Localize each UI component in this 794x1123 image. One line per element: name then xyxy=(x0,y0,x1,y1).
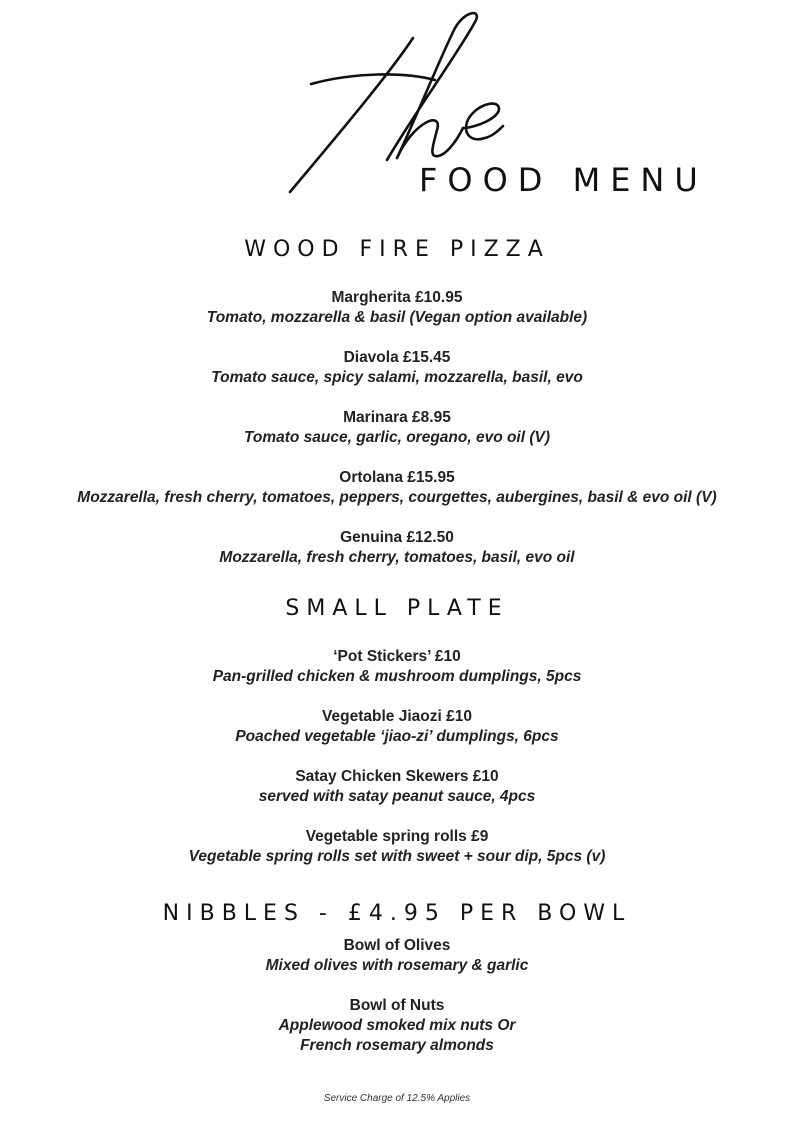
item-description: Tomato sauce, garlic, oregano, evo oil (V) xyxy=(243,429,551,446)
menu-item-bowl-of-olives xyxy=(0,936,794,976)
item-name: Bowl of Olives xyxy=(343,937,451,954)
item-name: Vegetable Jiaozi £10 xyxy=(322,708,472,725)
section-title-wood-fire-pizza: WOOD FIRE PIZZA xyxy=(244,237,550,262)
menu-item-bowl-of-nuts xyxy=(0,996,794,1056)
item-description: served with satay peanut sauce, 4pcs xyxy=(258,788,536,805)
item-description: Mixed olives with rosemary & garlic xyxy=(265,957,529,974)
section-title-nibbles: NIBBLES - £4.95 PER BOWL xyxy=(162,901,632,926)
item-name: Ortolana £15.95 xyxy=(339,469,455,486)
section-title-small-plate: SMALL PLATE xyxy=(285,596,509,621)
item-description: Applewood smoked mix nuts Or xyxy=(278,1017,516,1034)
item-description: Pan-grilled chicken & mushroom dumplings, 5pcs xyxy=(212,668,582,685)
menu-item-marinara xyxy=(0,408,794,448)
item-name: Genuina £12.50 xyxy=(340,529,454,546)
item-description: Tomato, mozzarella & basil (Vegan option available) xyxy=(206,309,588,326)
item-name: Bowl of Nuts xyxy=(349,997,445,1014)
item-description: Vegetable spring rolls set with sweet + sour dip, 5pcs (v) xyxy=(188,848,606,865)
menu-item-vegetable-jiaozi xyxy=(0,707,794,747)
item-name: Diavola £15.45 xyxy=(343,349,451,366)
item-description: Poached vegetable ‘jiao-zi’ dumplings, 6pcs xyxy=(235,728,559,745)
menu-title: FOOD MENU xyxy=(419,161,708,199)
item-description: Mozzarella, fresh cherry, tomatoes, basil, evo oil xyxy=(219,549,575,566)
item-description: Mozzarella, fresh cherry, tomatoes, peppers, courgettes, aubergines, basil & evo oil (V) xyxy=(77,489,717,506)
menu-item-ortolana xyxy=(0,468,794,508)
menu-item-vegetable-spring-rolls xyxy=(0,827,794,867)
item-description-line-2: French rosemary almonds xyxy=(300,1037,494,1054)
menu-item-diavola xyxy=(0,348,794,388)
menu-item-satay-chicken-skewers xyxy=(0,767,794,807)
menu-item-pot-stickers xyxy=(0,647,794,687)
item-name: ‘Pot Stickers’ £10 xyxy=(333,648,461,665)
service-charge-note: Service Charge of 12.5% Applies xyxy=(323,1093,471,1104)
item-description: Tomato sauce, spicy salami, mozzarella, basil, evo xyxy=(211,369,583,386)
item-name: Satay Chicken Skewers £10 xyxy=(295,768,499,785)
item-name: Vegetable spring rolls £9 xyxy=(305,828,489,845)
item-name: Marinara £8.95 xyxy=(343,409,451,426)
item-name: Margherita £10.95 xyxy=(331,289,463,306)
menu-item-margherita xyxy=(0,288,794,328)
menu-item-genuina xyxy=(0,528,794,568)
